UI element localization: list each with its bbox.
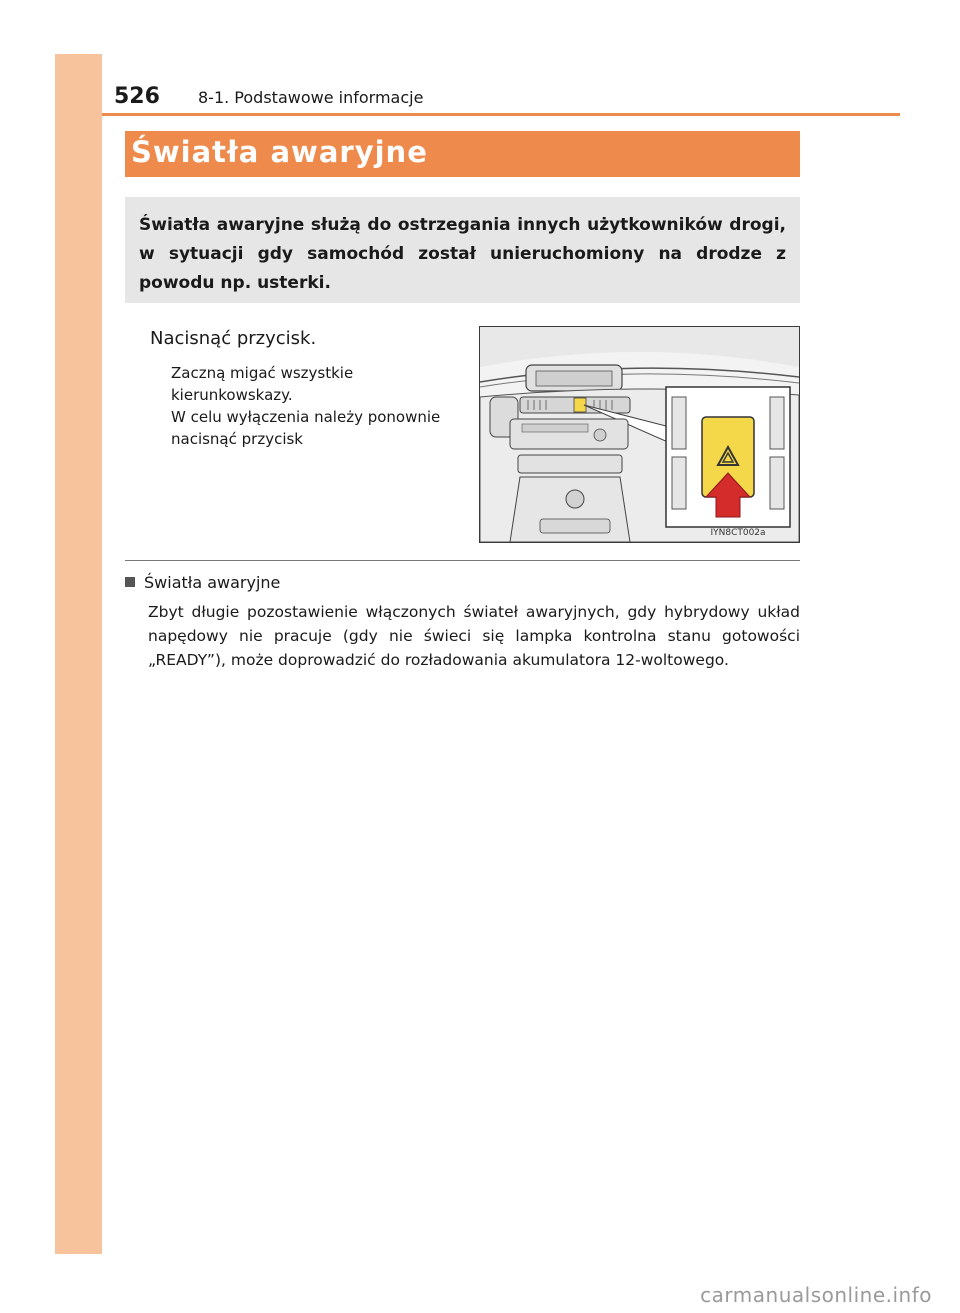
note-body: Zbyt długie pozostawienie włączonych świateł awaryjnych, gdy hybrydowy układ napędowy nie pracuje (gdy nie świeci się lampka kontrolna stanu gotowości „READY”), może doprowadzić do rozładowania akumulatora 12-woltowego. — [148, 603, 800, 669]
note-heading — [125, 573, 280, 592]
section-divider — [125, 560, 800, 561]
intro-box — [125, 197, 800, 303]
page-number: 526 — [114, 84, 160, 109]
section-label: 8-1. Podstawowe informacje — [198, 88, 424, 107]
header-rule — [102, 113, 900, 116]
instruction-action: Nacisnąć przycisk. — [150, 328, 317, 349]
dashboard-drawing — [480, 327, 799, 542]
page-title: Światła awaryjne — [131, 135, 428, 169]
watermark: carmanualsonline.info — [700, 1283, 932, 1307]
detail-line-1: Zaczną migać wszystkie kierunkowskazy. — [171, 364, 354, 404]
detail-line-2: W celu wyłączenia należy ponownie nacisnąć przycisk — [171, 408, 441, 448]
instruction-detail — [171, 362, 463, 450]
note-heading-text: Światła awaryjne — [144, 573, 281, 592]
figure-code: IYN8CT002a — [710, 528, 766, 538]
title-bar — [125, 131, 800, 177]
intro-text: Światła awaryjne służą do ostrzegania innych użytkowników drogi, w sytuacji gdy samochód został unieruchomiony na drodze z powodu np. usterki. — [139, 215, 786, 293]
page-header — [102, 84, 900, 114]
side-band — [55, 54, 102, 1254]
bullet-square-icon — [125, 577, 135, 587]
dashboard-illustration — [479, 326, 800, 543]
